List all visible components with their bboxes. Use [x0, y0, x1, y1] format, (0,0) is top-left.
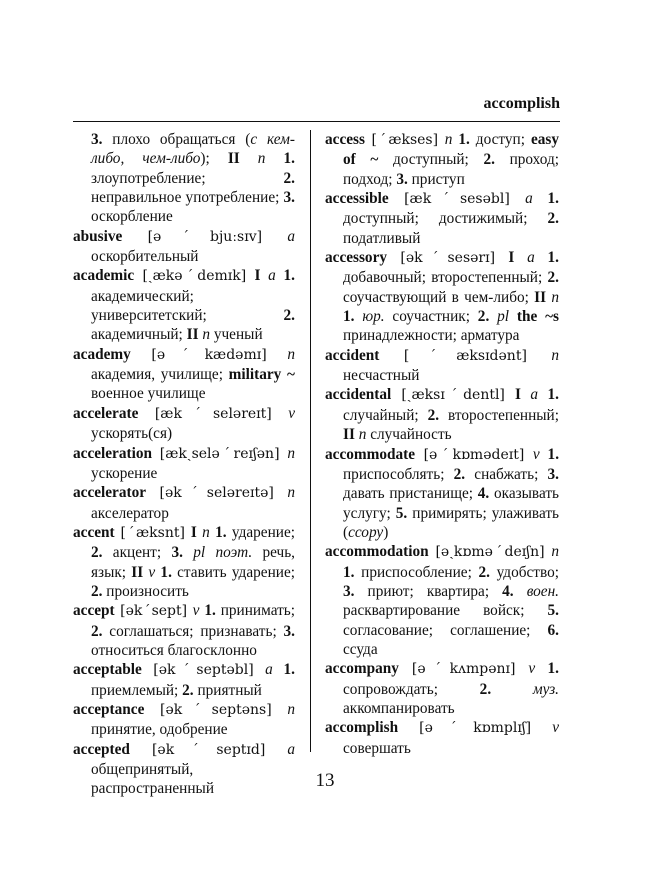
column-divider: [310, 130, 311, 752]
running-header: accomplish: [483, 95, 560, 112]
entry-acceleration: acceleration [ækˏseləˊreɪʃən] n ускорение: [73, 444, 295, 482]
entry-accompany: accompany [əˊkʌmpənɪ] v 1. сопровождать; 2. муз. аккомпанировать: [325, 660, 559, 717]
left-column: [73, 130, 295, 799]
entry-accident: accident [ˊæksɪdənt] n несчастный: [325, 346, 559, 385]
entry-accept: accept [əkˊsept] v 1. принимать; 2. соглашаться; признавать; 3. относиться благосклонно: [73, 602, 295, 659]
entry-accidental: accidental [ˏæksɪˊdentl] I a 1. случайный; 2. второстепенный; II n случайность: [325, 386, 559, 444]
entry-abuse-continued: 3. плохо обращаться (с кем-либо, чем-либо); II n 1. злоупотребление; 2. неправильное употребление; 3. оскорбление: [91, 131, 296, 226]
entry-acceptable: acceptable [əkˊseptəbl] a 1. приемлемый; 2. приятный: [73, 661, 295, 699]
page-number: 13: [315, 770, 335, 791]
entry-accelerate: accelerate [ækˊseləreɪt] v ускорять(ся): [73, 404, 295, 443]
right-column: [325, 130, 559, 758]
entry-accessible: accessible [ækˊsesəbl] a 1. доступный; достижимый; 2. податливый: [325, 190, 559, 247]
header-rule: [73, 121, 560, 122]
entry-acceptance: acceptance [əkˊseptəns] n принятие, одобрение: [73, 700, 295, 739]
entry-accent: accent [ˊæksnt] I n 1. ударение; 2. акцент; 3. pl поэт. речь, язык; II v 1. ставить ударение; 2. произносить: [73, 523, 296, 600]
entry-accelerator: accelerator [əkˊseləreɪtə] n акселератор: [73, 484, 295, 522]
entry-accessory: accessory [əkˊsesərɪ] I a 1. добавочный; второстепенный; 2. соучаствующий в чем-либо; II n 1. юр. соучастник; 2. pl the ~s принадлежности; арматура: [325, 249, 560, 345]
entry-accommodate: accommodate [əˊkɒmədeɪt] v 1. приспособлять; 2. снабжать; 3. давать пристанище; 4. оказывать услугу; 5. примирять; улаживать (ссору): [325, 445, 560, 541]
entry-abusive: abusive [əˊbjuːsɪv] a оскорбительный: [73, 227, 295, 266]
entry-academic: academic [ˏækəˊdemɪk] I a 1. академический; университетский; 2. академичный; II n ученый: [73, 267, 295, 344]
entry-accommodation: accommodation [əˏkɒməˊdeɪʃn] n 1. приспособление; 2. удобство; 3. приют; квартира; 4. воен. расквартирование войск; 5. согласование; соглашение; 6. ссуда: [325, 543, 560, 658]
entry-accepted: accepted [əkˊseptɪd] a общепринятый, распространенный: [73, 740, 295, 798]
entry-accomplish: accomplish [əˊkɒmplɪʃ] v совершать: [325, 719, 559, 757]
entry-access: access [ˊækses] n 1. доступ; easy of ~ доступный; 2. проход; подход; 3. приступ: [325, 131, 560, 188]
entry-academy: academy [əˊkædəmɪ] n академия, училище; military ~ военное училище: [73, 345, 295, 403]
